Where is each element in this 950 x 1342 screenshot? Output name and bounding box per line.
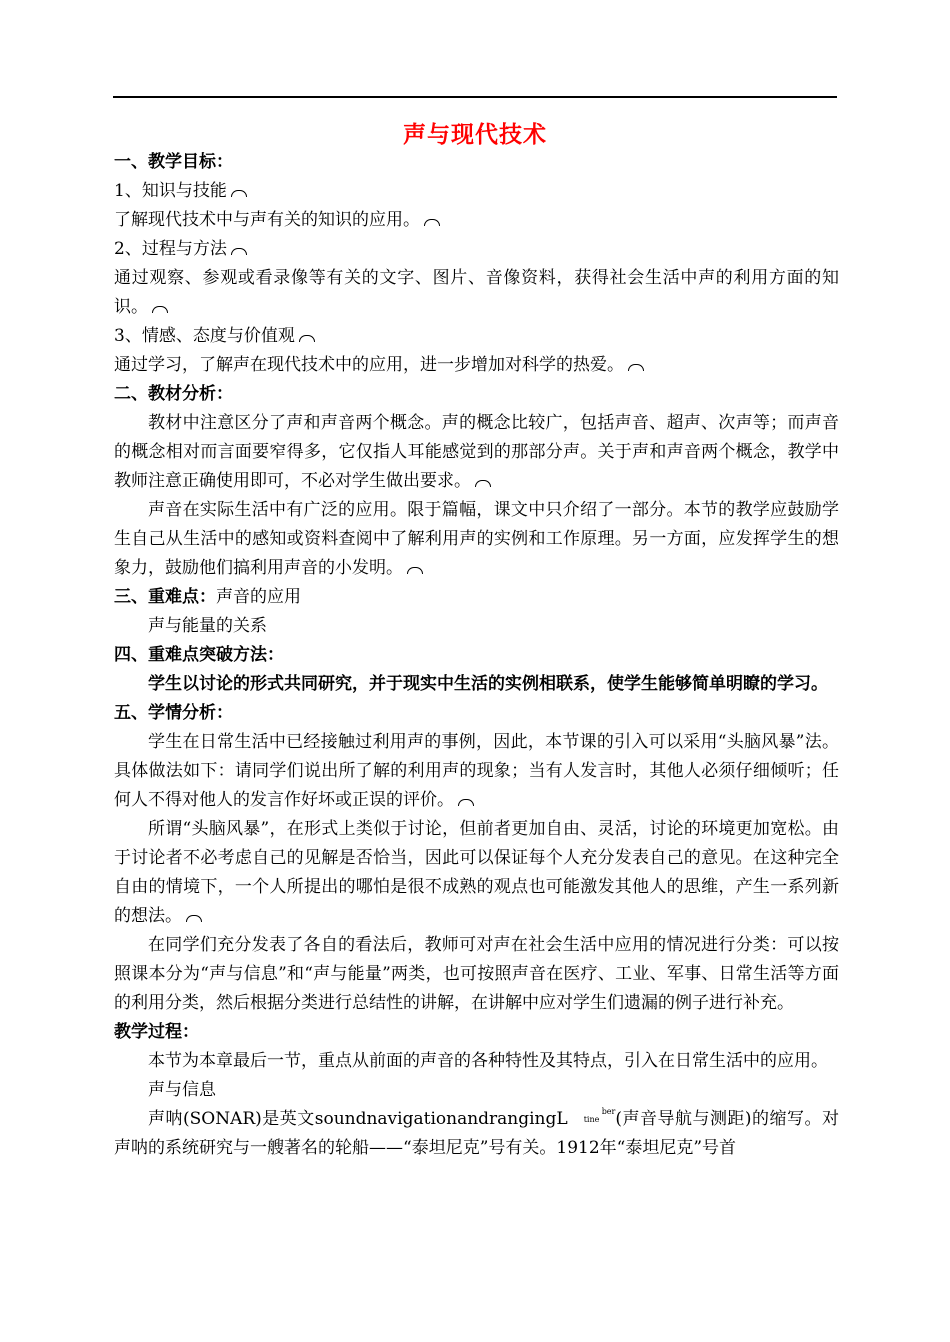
key-point-1: 声音的应用 xyxy=(216,587,301,607)
paragraph-mark-icon xyxy=(186,915,202,922)
student-analysis-paragraph-2 xyxy=(114,815,839,931)
sonar-superscript-top: ber xyxy=(601,1107,616,1116)
student-analysis-paragraph-1-text: 学生在日常生活中已经接触过利用声的事例，因此，本节课的引入可以采用“头脑风暴”法。具体做法如下：请同学们说出所了解的利用声的现象；当有人发言时，其他人必须仔细倾听；任何人不得对他人的发言作好坏或正误的评价。 xyxy=(114,732,839,810)
material-paragraph-1 xyxy=(114,409,839,496)
key-points-line xyxy=(114,583,839,612)
process-paragraph-1: 本节为本章最后一节，重点从前面的声音的各种特性及其特点，引入在日常生活中的应用。 xyxy=(148,1051,828,1071)
paragraph-mark-icon xyxy=(231,190,247,197)
material-paragraph-1-text: 教材中注意区分了声和声音两个概念。声的概念比较广，包括声音、超声、次声等；而声音的概念相对而言面要窄得多，它仅指人耳能感觉到的那部分声。关于声和声音两个概念，教学中教师注意正确使用即可，不必对学生做出要求。 xyxy=(114,413,839,491)
section-heading-key-points: 三、重难点： xyxy=(114,587,216,607)
sonar-text-start: 声呐(SONAR)是英文soundnavigationandranging xyxy=(148,1109,557,1129)
student-analysis-paragraph-2-text: 所谓“头脑风暴”，在形式上类似于讨论，但前者更加自由、灵活，讨论的环境更加宽松。由于讨论者不必考虑自己的见解是否恰当，因此可以保证每个人充分发表自己的意见。在这种完全自由的情境下，一个人所提出的哪怕是很不成熟的观点也可能激发其他人的思维，产生一系列新的想法。 xyxy=(114,819,839,926)
section-heading-material: 二、教材分析： xyxy=(114,384,233,404)
document-body xyxy=(114,148,839,1163)
section-heading-methods: 四、重难点突破方法： xyxy=(114,645,284,665)
header-rule xyxy=(113,96,837,98)
paragraph-mark-icon xyxy=(424,219,440,226)
objective-2-title xyxy=(114,235,839,264)
process-paragraph-sonar xyxy=(114,1105,839,1163)
objective-2-text xyxy=(114,264,839,322)
section-heading-process: 教学过程： xyxy=(114,1022,199,1042)
objective-1-label: 1、知识与技能 xyxy=(114,181,227,201)
sonar-superscript-bottom: tine xyxy=(583,1115,600,1124)
paragraph-mark-icon xyxy=(152,306,168,313)
paragraph-mark-icon xyxy=(231,248,247,255)
methods-paragraph: 学生以讨论的形式共同研究，并于现实中生活的实例相联系，使学生能够简单明瞭的学习。 xyxy=(148,674,828,694)
key-point-2: 声与能量的关系 xyxy=(148,616,267,636)
student-analysis-paragraph-1 xyxy=(114,728,839,815)
material-paragraph-2 xyxy=(114,496,839,583)
document-title: 声与现代技术 xyxy=(403,121,547,148)
paragraph-mark-icon xyxy=(475,480,491,487)
objective-1-text xyxy=(114,206,839,235)
objective-3-text xyxy=(114,351,839,380)
objective-2-label: 2、过程与方法 xyxy=(114,239,227,259)
paragraph-mark-icon xyxy=(458,799,474,806)
objective-3-label: 3、情感、态度与价值观 xyxy=(114,326,295,346)
sonar-superscript-lead: L xyxy=(556,1109,568,1129)
sonar-superscript xyxy=(568,1108,616,1124)
objective-2-text-span: 通过观察、参观或看录像等有关的文字、图片、音像资料，获得社会生活中声的利用方面的知识。 xyxy=(114,268,839,317)
objective-3-text-span: 通过学习，了解声在现代技术中的应用，进一步增加对科学的热爱。 xyxy=(114,355,624,375)
section-heading-student-analysis: 五、学情分析： xyxy=(114,703,233,723)
sonar-text-end: (声音导航与测距)的缩写。对声呐的系统研究与一艘著名的轮船——“泰坦尼克”号有关。1912年“泰坦尼克”号首 xyxy=(114,1109,839,1158)
objective-3-title xyxy=(114,322,839,351)
material-paragraph-2-text: 声音在实际生活中有广泛的应用。限于篇幅，课文中只介绍了一部分。本节的教学应鼓励学生自己从生活中的感知或资料查阅中了解利用声的实例和工作原理。另一方面，应发挥学生的想象力，鼓励他们搞利用声音的小发明。 xyxy=(114,500,839,578)
paragraph-mark-icon xyxy=(407,567,423,574)
section-heading-objectives: 一、教学目标： xyxy=(114,152,233,172)
paragraph-mark-icon xyxy=(299,335,315,342)
objective-1-text-span: 了解现代技术中与声有关的知识的应用。 xyxy=(114,210,420,230)
paragraph-mark-icon xyxy=(628,364,644,371)
objective-1-title xyxy=(114,177,839,206)
process-subheading: 声与信息 xyxy=(148,1080,216,1100)
student-analysis-paragraph-3: 在同学们充分发表了各自的看法后，教师可对声在社会生活中应用的情况进行分类：可以按照课本分为“声与信息”和“声与能量”两类，也可按照声音在医疗、工业、军事、日常生活等方面的利用分类，然后根据分类进行总结性的讲解，在讲解中应对学生们遗漏的例子进行补充。 xyxy=(114,935,839,1013)
